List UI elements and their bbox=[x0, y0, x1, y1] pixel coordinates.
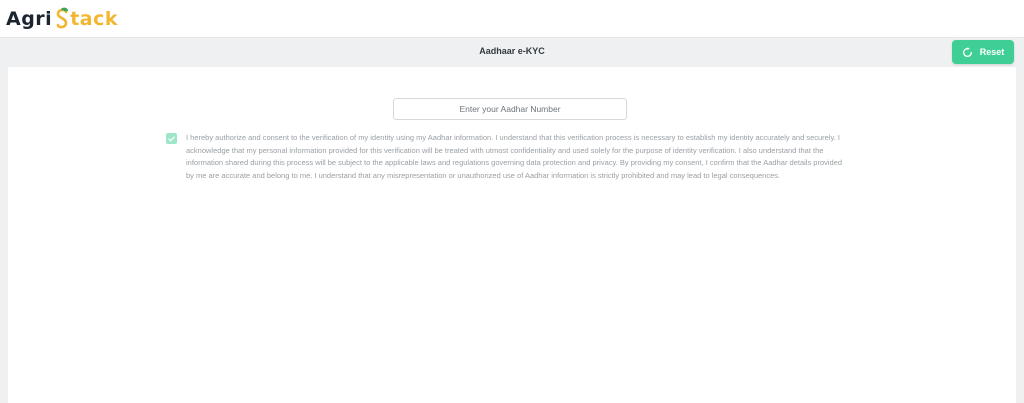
aadhar-number-input[interactable] bbox=[393, 98, 627, 120]
logo-text-tack: tack bbox=[70, 8, 119, 30]
consent-text: I hereby authorize and consent to the verification of my identity using my Aadhar information. I understand that this verification process is necessary to establish my identity accurately and securely. I acknowledge that my personal information provided for this verification will be treated with utmost confidentiality and used solely for the purpose of identity verification. I also understand that the information shared during this process will be subject to the applicable laws and regulations governing data protection and privacy. By providing my consent, I confirm that the Aadhar details provided by me are accurate and belong to me. I understand that any misrepresentation or unauthorized use of Aadhar information is strictly prohibited and may lead to legal consequences. bbox=[186, 133, 843, 180]
refresh-icon bbox=[962, 47, 973, 58]
agristack-logo[interactable] bbox=[6, 6, 118, 32]
reset-button[interactable] bbox=[952, 40, 1014, 64]
consent-checkbox[interactable] bbox=[166, 133, 177, 144]
reset-button-label: Reset bbox=[979, 47, 1005, 57]
checkmark-icon bbox=[168, 136, 175, 142]
logo-text-agri: Agri bbox=[6, 8, 53, 30]
page-title: Aadhaar e-KYC bbox=[479, 46, 545, 56]
leaf-s-logo-icon bbox=[55, 7, 69, 31]
top-bar bbox=[0, 0, 1024, 38]
ekyc-form-panel bbox=[8, 67, 1016, 403]
